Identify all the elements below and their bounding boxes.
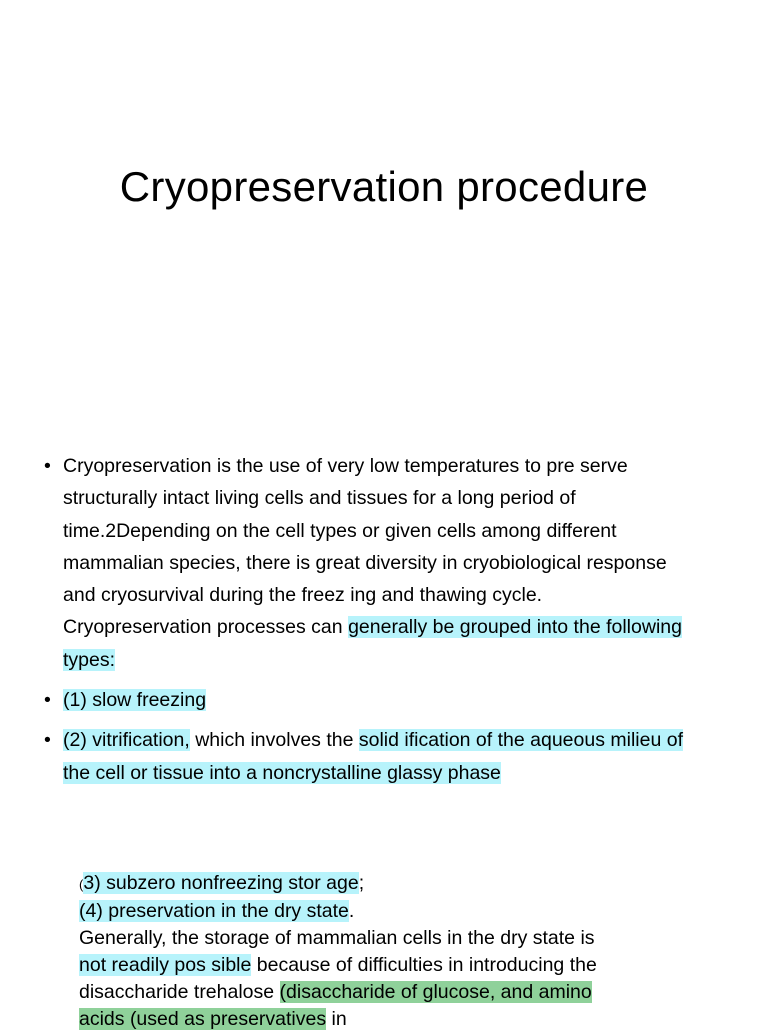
highlighted-text: (2) vitrification, <box>63 729 190 752</box>
paragraph-text: in <box>326 1008 347 1030</box>
extra-text-block <box>79 870 599 1033</box>
extra-line-dry-state <box>79 898 599 925</box>
green-highlighted-text: (disaccharide of glucose, and amino acids (used as preservatives <box>79 981 592 1030</box>
bullet-marker: • <box>44 729 51 752</box>
bullet-marker: • <box>44 689 51 712</box>
line-end: . <box>348 900 355 922</box>
highlighted-text: not readily pos sible <box>79 954 252 976</box>
paragraph-text: Generally, the storage of mammalian cells in the dry state is <box>79 927 595 949</box>
extra-line-subzero <box>79 870 599 898</box>
bullet-list <box>44 450 684 797</box>
line-end: ; <box>358 872 365 894</box>
bullet-text: Cryopreservation is the use of very low temperatures to pre serve structurally intact living cells and tissues for a long period of time.2Depending on the cell types or given cells among different mammalian species, there is great diversity in cryobiological response and cryosurvival during the freez ing and thawing cycle. Cryopreservation processes can <box>63 455 667 639</box>
highlighted-text: solid ification of the aqueous milieu of the cell or tissue into a noncrystalline glassy phase <box>63 729 683 784</box>
bullet-item-definition <box>44 450 684 676</box>
highlighted-text: (4) preservation in the dry state <box>79 900 349 922</box>
highlighted-text: (1) slow freezing <box>63 689 207 712</box>
slide-title: Cryopreservation procedure <box>119 163 649 210</box>
bullet-item-vitrification <box>44 724 684 789</box>
paren-text: ( <box>79 877 84 892</box>
highlighted-text: generally be grouped into the following types: <box>63 616 682 671</box>
highlighted-text: 3) subzero nonfreezing stor age <box>83 872 359 894</box>
extra-paragraph <box>79 925 599 1033</box>
paragraph-text: because of difficulties in introducing the disaccharide trehalose <box>79 954 597 1003</box>
bullet-marker: • <box>44 455 51 477</box>
bullet-item-slow-freezing <box>44 684 684 716</box>
bullet-text: which involves the <box>189 729 359 752</box>
